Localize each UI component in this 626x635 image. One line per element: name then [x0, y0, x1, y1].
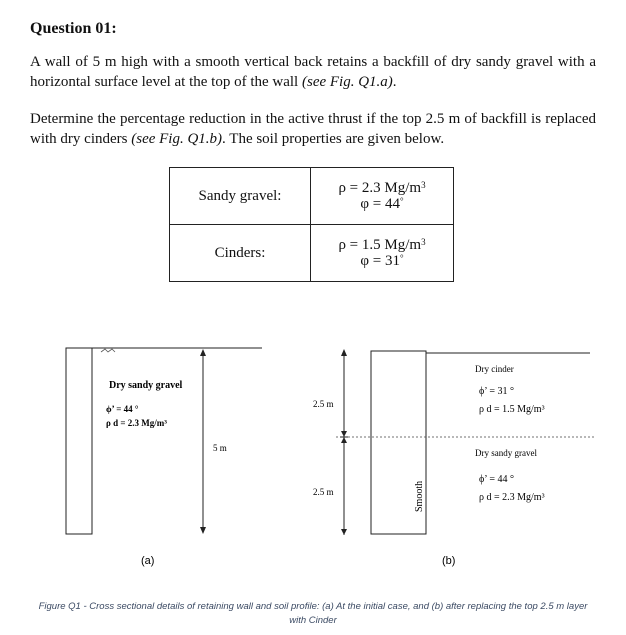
phi-value: φ = 44 — [360, 196, 400, 212]
rho-exponent: 3 — [421, 180, 426, 190]
top-soil-phi: ϕ’ = 31 ° — [479, 386, 514, 397]
phi-line-a: ϕ’ = 44 ° — [106, 404, 139, 414]
surface-hatch-icon — [101, 349, 115, 352]
p1-end: . — [392, 74, 397, 90]
rho-line-a: ρ d = 2.3 Mg/m³ — [106, 418, 167, 428]
dimension-arrow-down-icon — [200, 527, 206, 534]
dimension-arrow-down-icon — [341, 431, 347, 437]
p1-figure-ref: (see Fig. Q1.a) — [301, 74, 393, 90]
bottom-soil-rho: ρ d = 2.3 Mg/m³ — [479, 492, 545, 503]
top-soil-name: Dry cinder — [475, 364, 514, 374]
rho-exponent: 3 — [421, 237, 426, 247]
dimension-arrow-up-icon — [341, 349, 347, 356]
phi-degree: ° — [400, 253, 404, 263]
bottom-soil-name: Dry sandy gravel — [475, 448, 537, 458]
p2-text: Determine the percentage reduction in the active thrust if the top 2.5 m of backfill is replaced with dry cinders — [30, 111, 596, 147]
dimension-arrow-up-icon — [341, 437, 347, 443]
rho-value: ρ = 2.3 Mg/m — [338, 180, 422, 196]
dimension-arrow-down-icon — [341, 529, 347, 535]
bottom-soil-phi: ϕ’ = 44 ° — [479, 474, 514, 485]
p1-text: A wall of 5 m high with a smooth vertical back retains a backfill of dry sandy gravel with a horizontal surface level at the top of the wall — [30, 54, 596, 90]
height-label-bottom-b: 2.5 m — [313, 487, 334, 497]
dimension-arrow-up-icon — [200, 349, 206, 356]
question-heading: Question 01: — [30, 20, 117, 37]
p2-figure-ref: (see Fig. Q1.b) — [131, 131, 223, 147]
soil-label-cinders: Cinders: — [170, 225, 311, 282]
figure-caption: Figure Q1 - Cross sectional details of retaining wall and soil profile: (a) At the initial case, and (b) after replacing the top 2.5 m layer with Cinder — [38, 601, 588, 626]
retaining-wall-a — [66, 348, 92, 534]
figure-label-b: (b) — [442, 555, 456, 567]
figure-label-a: (a) — [141, 555, 155, 567]
figure-b — [313, 349, 594, 567]
p2-end: . The soil properties are given below. — [222, 131, 445, 147]
phi-degree: ° — [400, 196, 404, 206]
soil-label-sandy-gravel: Sandy gravel: — [170, 168, 311, 225]
phi-value: φ = 31 — [360, 253, 400, 269]
height-label-top-b: 2.5 m — [313, 399, 334, 409]
smooth-wall-label: Smooth — [414, 480, 425, 512]
rho-value: ρ = 1.5 Mg/m — [338, 237, 422, 253]
height-label-a: 5 m — [213, 443, 227, 453]
soil-name-a: Dry sandy gravel — [109, 380, 183, 391]
top-soil-rho: ρ d = 1.5 Mg/m³ — [479, 404, 545, 415]
figure-a — [66, 348, 262, 567]
